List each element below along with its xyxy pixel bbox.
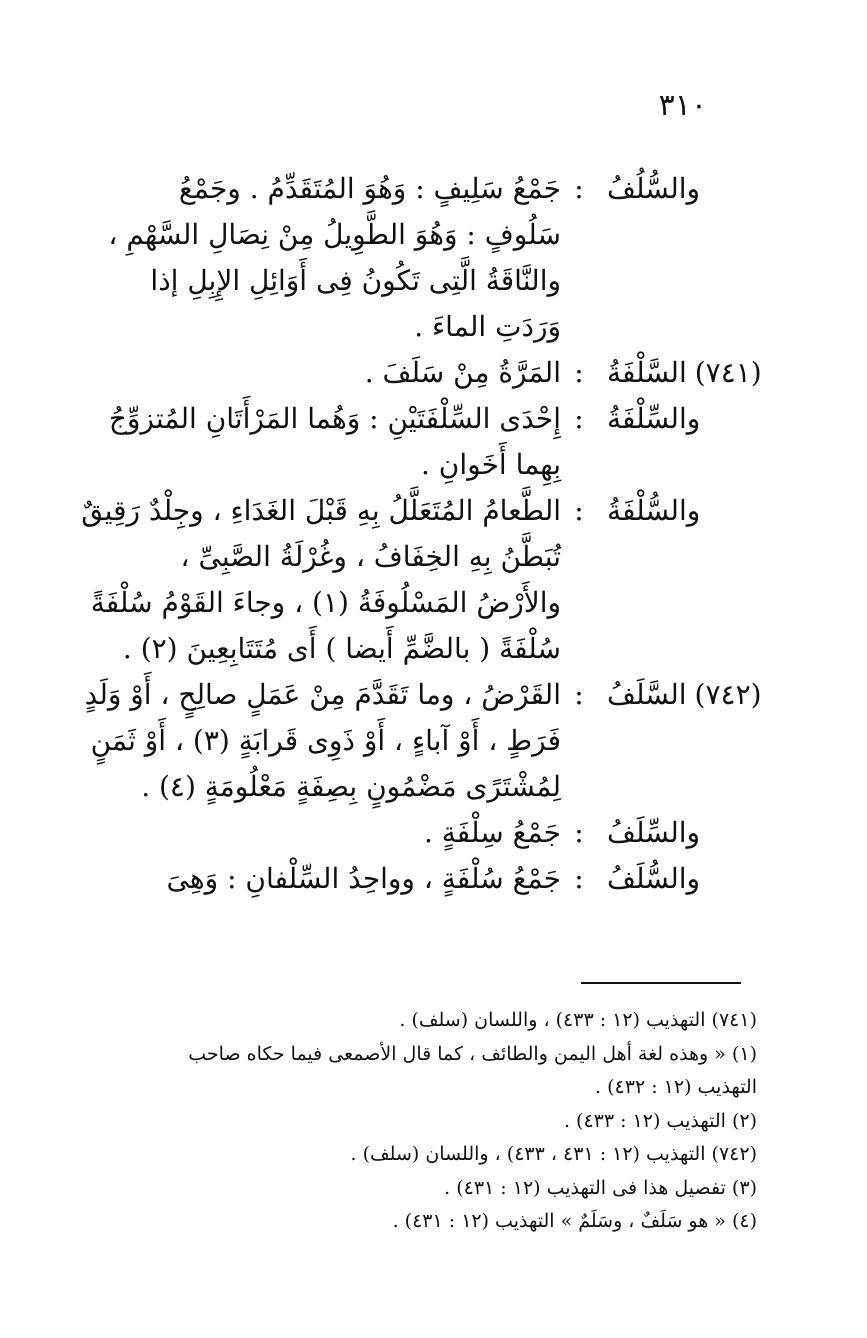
- definition-line: جَمْعُ سِلْفَةٍ .: [423, 816, 561, 849]
- dictionary-entry: [27, 396, 827, 488]
- entry-headword: والسِّلَفُ: [607, 816, 701, 849]
- footnote-line: (٣) تفصيل هذا فى التهذيب (١٢ : ٤٣١) .: [444, 1176, 757, 1199]
- entry-headword: والسُّلَفُ: [607, 862, 701, 895]
- entry-headword: والسُّلْفَةُ: [607, 494, 701, 527]
- entry-headword: السَّلَفُ: [607, 678, 687, 711]
- entry-colon: :: [574, 356, 584, 389]
- entry-headword: والسُّلُفُ: [607, 172, 701, 205]
- entry-label: [597, 672, 827, 718]
- entry-colon: :: [574, 172, 584, 205]
- dictionary-entries: [27, 166, 827, 902]
- definition-line: فَرَطٍ ، أَوْ آباءٍ ، أَوْ ذَوِى قَرابَةٍ (٣) ، أَوْ ثَمَنٍ: [90, 724, 561, 757]
- entry-colon: :: [574, 816, 584, 849]
- definition-line: وَرَدَتِ الماءَ .: [414, 310, 561, 343]
- footnote-line: (٤) « هو سَلَفٌ ، وسَلَمٌ » التهذيب (١٢ : ٤٣١) .: [392, 1210, 757, 1232]
- dictionary-entry: [27, 672, 827, 810]
- definition-line: لِمُشْتَرًى مَضْمُونٍ بِصِفَةٍ مَعْلُومَةٍ (٤) .: [141, 770, 561, 803]
- entry-headword: والسِّلْفَةُ: [607, 402, 701, 435]
- dictionary-entry: [27, 488, 827, 672]
- definition-line: بِهِما أَخَوانِ .: [420, 448, 561, 481]
- entry-label: [597, 856, 827, 902]
- definition-line: جَمْعُ سُلْفَةٍ ، وواحِدُ السِّلْفانِ : وَهِىَ: [166, 862, 561, 895]
- dictionary-entry: [27, 856, 827, 902]
- entry-colon: :: [574, 494, 584, 527]
- dictionary-entry: [27, 166, 827, 350]
- definition-line: والنَّاقَةُ الَّتِى تَكُونُ فِى أَوَائِلِ الإِبِلِ إذا: [150, 264, 561, 297]
- entry-label: [597, 810, 827, 856]
- footnote-line: (٧٤٢) التهذيب (١٢ : ٤٣١ ، ٤٣٣) ، واللسان (سلف) .: [350, 1143, 757, 1165]
- dictionary-entry: [27, 810, 827, 856]
- entry-label: [597, 350, 827, 396]
- footnote-line: (١) « وهذه لغة أهل اليمن والطائف ، كما قال الأصمعى فيما حكاه صاحب: [188, 1042, 757, 1065]
- dictionary-entry: [27, 350, 827, 396]
- definition-line: إِحْدَى السِّلْفَتَيْنِ : وَهُما المَرْأَتَانِ المُتزوِّجُ: [108, 402, 561, 435]
- definition-line: تُبَطَّنُ بِهِ الخِفَافُ ، وغُرْلَةُ الصَّبِىِّ ،: [180, 540, 561, 573]
- footnote-line: التهذيب (١٢ : ٤٣٢) .: [595, 1076, 757, 1098]
- footnote-separator: [581, 982, 741, 984]
- definition-line: جَمْعُ سَلِيفٍ : وَهُوَ المُتَقَدِّمُ . وجَمْعُ: [178, 172, 561, 205]
- entry-colon: :: [574, 402, 584, 435]
- entry-label: [597, 166, 827, 212]
- footnote-line: (٢) التهذيب (١٢ : ٤٣٣) .: [563, 1109, 757, 1132]
- entry-definition: [27, 810, 561, 856]
- entry-label: [597, 396, 827, 442]
- entry-definition: [27, 396, 561, 488]
- entry-headword: السَّلْفَةُ: [607, 356, 687, 389]
- footnote-line: (٧٤١) التهذيب (١٢ : ٤٣٣) ، واللسان (سلف) .: [399, 1009, 757, 1031]
- definition-line: سُلْفَةً ( بالضَّمِّ أَيضا ) أَى مُتَتَابِعِينَ (٢) .: [122, 632, 561, 665]
- definition-line: سَلُوفٍ : وَهُوَ الطَّوِيلُ مِنْ نِصَالِ السَّهْمِ ،: [108, 218, 561, 251]
- entry-definition: [27, 488, 561, 672]
- entry-colon: :: [574, 678, 584, 711]
- entry-number: (٧٤٢): [694, 678, 762, 711]
- definition-line: المَرَّةُ مِنْ سَلَفَ .: [364, 356, 561, 389]
- entry-definition: [27, 350, 561, 396]
- page-number: ٣١٠: [658, 88, 707, 123]
- definition-line: والأَرْضُ المَسْلُوفَةُ (١) ، وجاءَ القَوْمُ سُلْفَةً: [90, 586, 561, 619]
- entry-label: [597, 488, 827, 534]
- definition-line: القَرْضُ ، وما تَقَدَّمَ مِنْ عَمَلٍ صالِحٍ ، أَوْ وَلَدٍ: [84, 678, 561, 711]
- entry-definition: [27, 672, 561, 810]
- footnotes: [17, 1004, 757, 1239]
- entry-definition: [27, 166, 561, 350]
- entry-definition: [27, 856, 561, 902]
- entry-number: (٧٤١): [694, 356, 762, 389]
- definition-line: الطَّعامُ المُتَعَلَّلُ بِهِ قَبْلَ الغَدَاءِ ، وجِلْدٌ رَقِيقٌ: [81, 494, 561, 527]
- entry-colon: :: [574, 862, 584, 895]
